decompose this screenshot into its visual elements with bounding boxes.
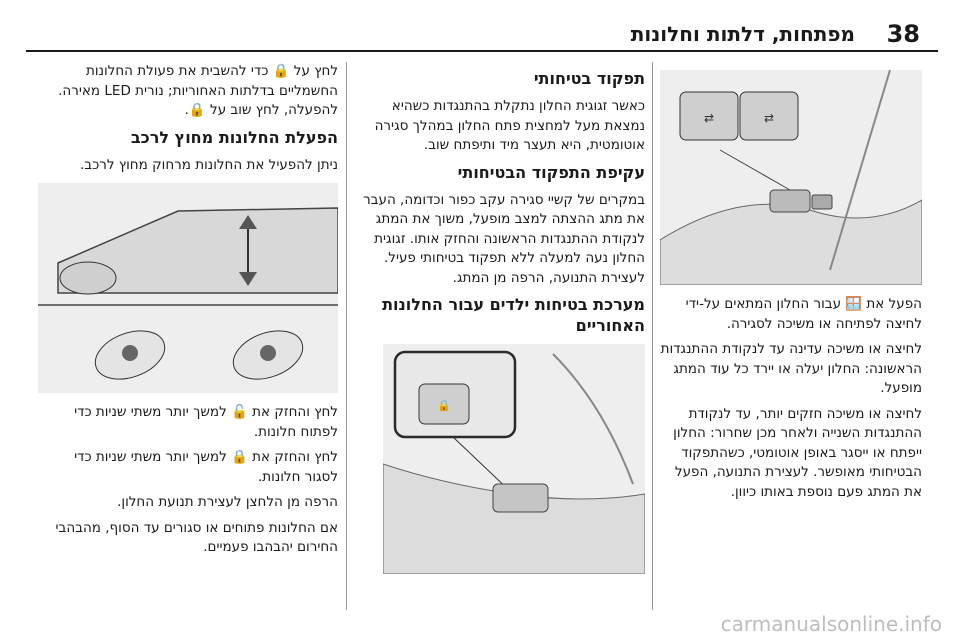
- paragraph: לחץ על 🔒 כדי להשבית את פעולת החלונות החשמליים בדלתות האחוריות; נורית LED מאירה. להפעלה, לחץ שוב על 🔒.: [58, 63, 338, 118]
- column-divider: [346, 62, 347, 610]
- header-rule: [26, 50, 938, 52]
- column-middle: [352, 62, 645, 584]
- paragraph: במקרים של קשיי סגירה עקב כפור וכדומה, העבר את מתג ההצתה למצב מופעל, משוך את המתג לנקודת ההתנגדות הראשונה והחזק אותו. זגוגית החלון נעה למעלה ללא תפקוד בטיחותי פעיל. לעצירת התנועה, הרפה מן המתג.: [363, 191, 645, 286]
- svg-text:⇄: ⇄: [763, 111, 775, 125]
- svg-text:🔒: 🔒: [437, 399, 451, 412]
- paragraph: אם החלונות פתוחים או סגורים עד הסוף, מהבהבי החירום יהבהבו פעמיים.: [55, 519, 338, 555]
- page-header: [0, 0, 960, 50]
- paragraph: הרפה מן הלחצן לעצירת תנועת החלון.: [117, 494, 338, 510]
- remote-window-figure: [38, 183, 338, 393]
- column-divider: [652, 62, 653, 610]
- paragraph: הפעל את 🪟 עבור החלון המתאים על-ידי לחיצה לפתיחה או משיכה לסגירה.: [685, 296, 922, 332]
- page-number: 38: [886, 20, 920, 48]
- heading-safety-function: תפקוד בטיחותי: [533, 69, 645, 88]
- heading-remote-operation: הפעלת החלונות מחוץ לרכב: [130, 127, 338, 147]
- paragraph: לחיצה או משיכה חזקים יותר, עד לנקודת ההתנגדות השנייה ולאחר מכן שחרור: החלון ייפתח או ייסגר באופן אוטומטי, כשהתפקוד הבטיחותי מאופשר. לעצירת התנועה, הפעל את המתג פעם נוספת באותו כיוון.: [673, 405, 922, 500]
- heading-child-safety: מערכת בטיחות ילדים עבור החלונות האחוריים: [382, 295, 645, 335]
- column-right: [660, 62, 922, 508]
- heading-override-safety: עקיפת התפקוד הבטיחותי: [457, 162, 645, 182]
- window-switch-figure: [660, 70, 922, 285]
- svg-text:⇄: ⇄: [703, 111, 715, 125]
- page-title: מפתחות, דלתות וחלונות: [630, 22, 855, 46]
- paragraph: לחץ והחזק את 🔒 למשך יותר משתי שניות כדי לסגור חלונות.: [74, 449, 338, 485]
- paragraph: ניתן להפעיל את החלונות מרחוק מחוץ לרכב.: [80, 156, 338, 173]
- paragraph: לחיצה או משיכה עדינה עד לנקודת ההתנגדות הראשונה: החלון יעלה או יירד כל עוד המתג מופעל.: [660, 341, 922, 396]
- column-left: [38, 62, 338, 564]
- child-lock-figure: [383, 344, 645, 574]
- paragraph: כאשר זגוגית החלון נתקלת בהתנגדות כשהיא נמצאת מעל למחצית פתח החלון במהלך סגירה אוטומטית, היא תעצר מיד ותיפתח שוב.: [374, 98, 645, 153]
- watermark: carmanualsonline.info: [720, 612, 942, 636]
- paragraph: לחץ והחזק את 🔓 למשך יותר משתי שניות כדי לפתוח חלונות.: [74, 404, 338, 440]
